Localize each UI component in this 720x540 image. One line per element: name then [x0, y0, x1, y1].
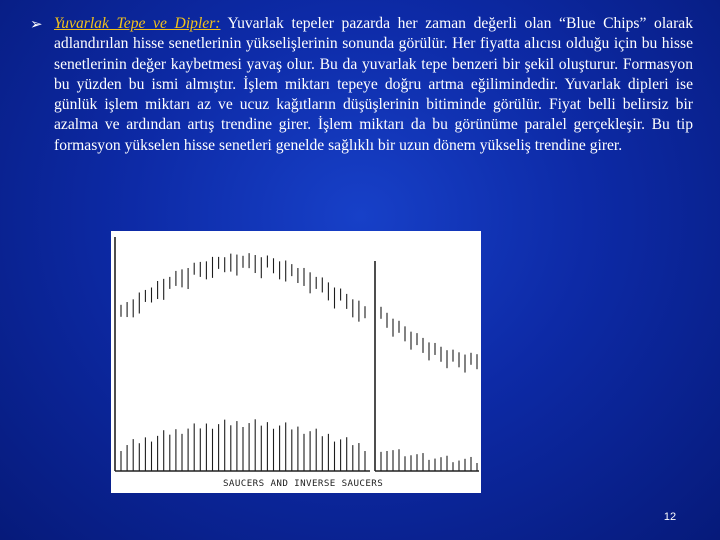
- figure-caption: SAUCERS AND INVERSE SAUCERS: [223, 478, 384, 489]
- right-bars-volume: [381, 449, 477, 471]
- saucer-chart-drawing: [111, 231, 481, 493]
- arrow-bullet-icon: ➢: [30, 15, 43, 33]
- slide-paragraph: [54, 14, 693, 156]
- left-bars-price: [121, 253, 365, 321]
- saucer-panel: [375, 261, 481, 471]
- left-bars-volume: [121, 419, 365, 471]
- page-number: 12: [663, 511, 677, 523]
- section-heading: Yuvarlak Tepe ve Dipler:: [54, 15, 221, 32]
- saucer-chart-image: [111, 231, 481, 493]
- right-bars-price: [381, 307, 477, 373]
- inverse-saucer-panel: [115, 237, 370, 471]
- paragraph-body: Yuvarlak tepeler pazarda her zaman değerli olan “Blue Chips” olarak adlandırılan hisse senetlerinin yükselişlerinin sonunda görülür. Her fiyatta alıcısı olduğu için bu hisse senetlerinin değer kaybetmesi yavaş olur. Bu da yuvarlak tepe benzeri bir şekil oluşturur. Formasyon bu yüzden bu ismi almıştır. İşlem miktarı tepeye doğru artma eğilimindedir. Yuvarlak dipleri ise günlük işlem miktarı az ve ucuz kağıtların düşüşlerinin bitiminde görülür. Fiyat belli belirsiz bir azalma ve ardından artış trendine girer. İşlem miktarı da bu görünüme paralel gerçekleşir. Bu tip formasyon yükselen hisse senetleri genelde sağlıklı bir uzun dönem yükseliş trendine girer.: [54, 15, 693, 154]
